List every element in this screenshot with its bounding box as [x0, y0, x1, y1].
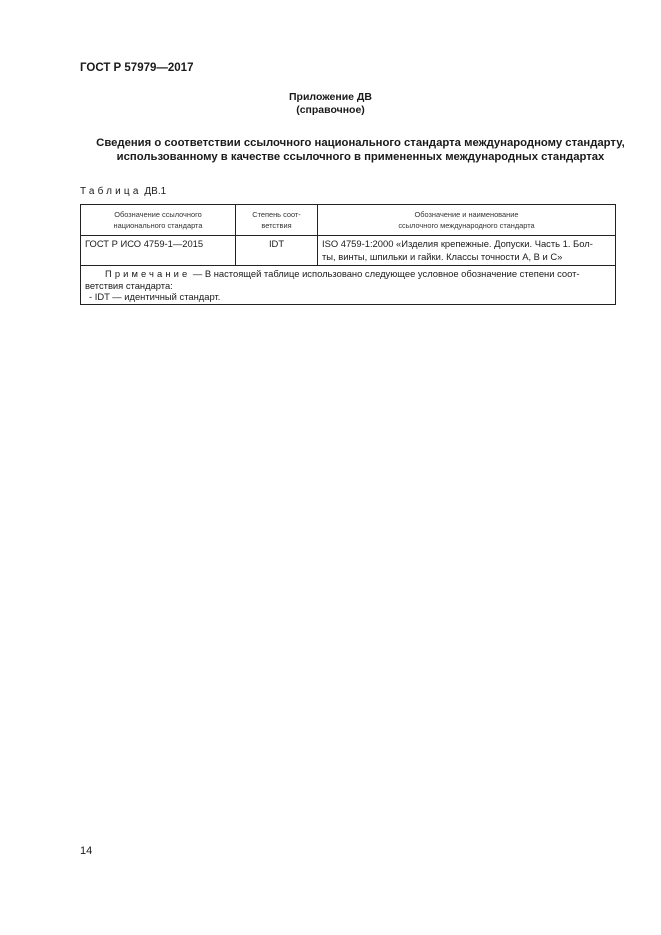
table-note-row: [81, 266, 616, 305]
note-text-1: — В настоящей таблице использовано следующее условное обозначение степени соот-: [190, 268, 580, 279]
cell-international-line-1: ISO 4759-1:2000 «Изделия крепежные. Допуски. Часть 1. Бол-: [322, 238, 593, 249]
cell-national-standard: ГОСТ Р ИСО 4759-1—2015: [81, 236, 236, 266]
note-label: Примечание: [105, 268, 191, 279]
page-number: 14: [80, 845, 93, 857]
reference-table: [80, 204, 616, 305]
note-item: [85, 291, 611, 303]
document-code: ГОСТ Р 57979—2017: [80, 62, 194, 74]
cell-international-standard: [318, 236, 616, 266]
cell-degree: IDT: [236, 236, 318, 266]
header-national-line-1: Обозначение ссылочного: [114, 210, 202, 219]
header-international-line-1: Обозначение и наименование: [414, 210, 519, 219]
appendix-title: Приложение ДВ: [289, 91, 372, 103]
table-row: [81, 236, 616, 266]
appendix-type: (справочное): [296, 104, 365, 116]
header-national-line-2: национального стандарта: [113, 220, 203, 230]
section-heading-line-1: Сведения о соответствии ссылочного национального стандарта международному стандарту,: [96, 137, 625, 149]
header-degree: [236, 205, 318, 236]
section-heading-line-2: использованному в качестве ссылочного в примененных международных стандартах: [116, 151, 605, 163]
header-international-line-2: ссылочного международного стандарта: [398, 220, 535, 230]
table-caption-number: ДВ.1: [144, 186, 167, 197]
table-header-row: [81, 205, 616, 236]
appendix-header: [0, 91, 661, 117]
header-degree-line-2: ветствия: [261, 220, 292, 230]
note-line-1: [85, 268, 611, 280]
table-note: [81, 266, 616, 305]
header-degree-line-1: Степень соот-: [252, 210, 301, 219]
header-international-standard: [318, 205, 616, 236]
table-caption-word: Таблица: [80, 186, 142, 197]
section-heading: [60, 136, 661, 164]
note-item-text: - IDT — идентичный стандарт.: [89, 291, 221, 302]
cell-international-line-2: ты, винты, шпильки и гайки. Классы точности А, В и С»: [322, 250, 563, 262]
header-national-standard: [81, 205, 236, 236]
note-line-2: ветствия стандарта:: [85, 279, 173, 291]
table-caption: [80, 186, 166, 197]
